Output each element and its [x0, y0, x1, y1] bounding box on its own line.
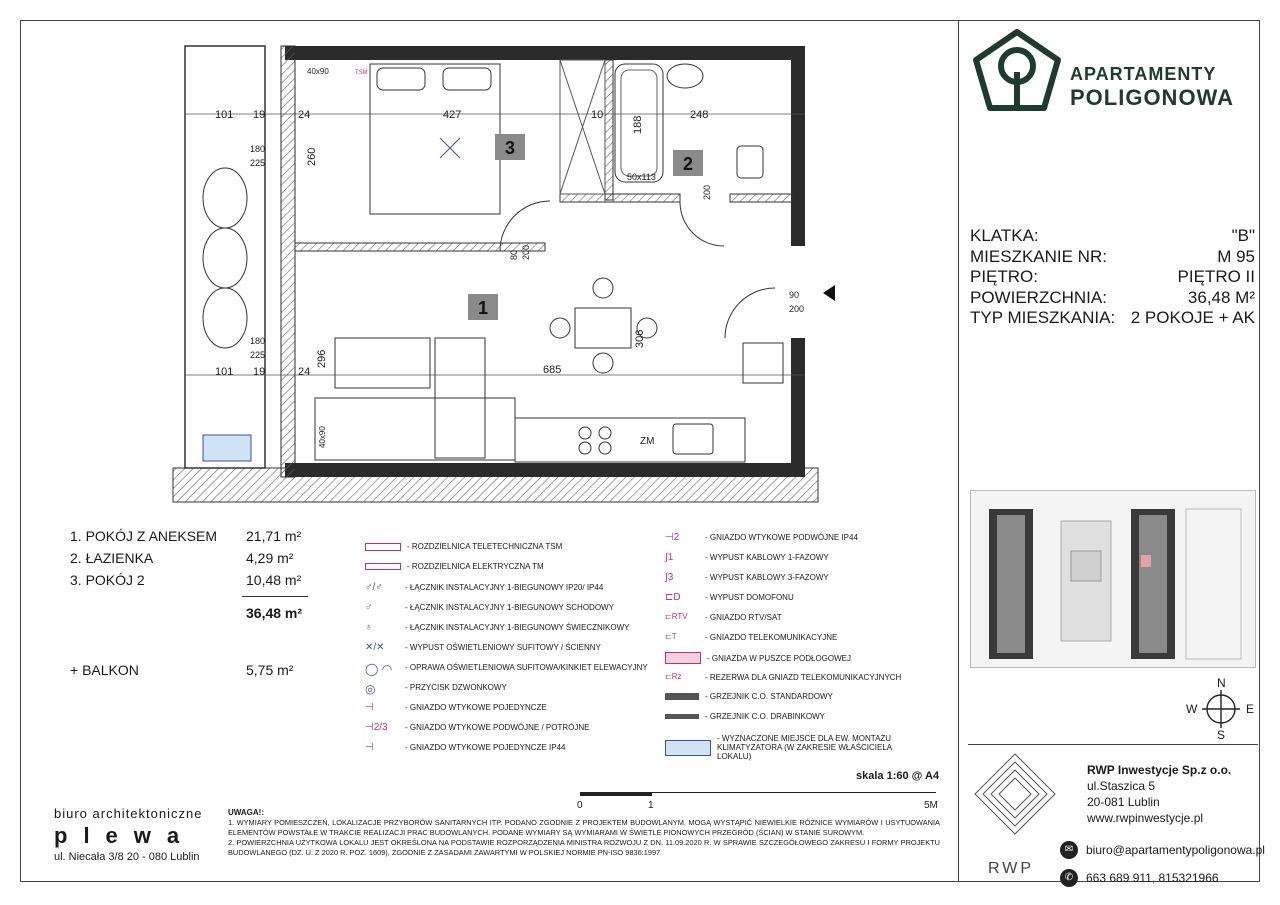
dim: 90 [789, 290, 800, 300]
legend-item: - WYPUST KABLOWY 3-FAZOWY [705, 572, 829, 582]
room-area: 10,48 m² [246, 572, 302, 588]
legend-item: - ŁĄCZNIK INSTALACYJNY 1-BIEGUNOWY IP20/ IP44 [405, 582, 604, 592]
legend-item: - GNIAZDO TELEKOMUNIKACYJNE [705, 632, 838, 642]
dim: 685 [543, 364, 562, 376]
dim: 180 [250, 336, 266, 346]
dim: 19 [253, 109, 266, 121]
brand-name-line2: POLIGONOWA [1070, 85, 1234, 110]
dim: 50x113 [627, 172, 656, 182]
legend-item: - GRZEJNIK C.O. DRABINKOWY [705, 712, 826, 721]
dim: ZM [640, 436, 655, 447]
room-area: 21,71 m² [246, 528, 302, 544]
compass-e: E [1246, 702, 1255, 716]
total-area: 36,48 m² [246, 605, 303, 621]
dim: 40x90 [318, 426, 327, 448]
info-row [970, 247, 1255, 268]
company-name: RWP Inwestycje Sp.z o.o. [1087, 763, 1232, 777]
architect-line3: ul. Niecała 3/8 20 - 080 Lublin [54, 851, 200, 863]
contact-info [1060, 836, 1265, 892]
dim: 188 [632, 115, 644, 134]
email-icon: ✉ [1060, 841, 1078, 859]
compass-s: S [1217, 728, 1226, 742]
apartment-info [970, 226, 1255, 329]
legend-item: - REZERWA DLA GNIAZD TELEKOMUNIKACYJNYCH [705, 672, 902, 682]
divider [968, 744, 1258, 745]
legend-item: - ROZDZIELNICA ELEKTRYCZNA TM [407, 562, 544, 571]
compass [1186, 676, 1256, 742]
contact-phone[interactable]: 663 689 911, 815321966 [1086, 871, 1219, 885]
company-web[interactable]: www.rwpinwestycje.pl [1087, 811, 1204, 825]
legend-item: - OPRAWA OŚWIETLENIOWA SUFITOWA/KINKIET ELEWACYJNY [405, 662, 648, 672]
room-tag-2: 2 [682, 154, 694, 174]
legend-item: - ROZDZIELNICA TELETECHNICZNA TSM [407, 542, 563, 551]
legend-item: - WYZNACZONE MIEJSCE DLA EW. MONTAŻU KLIMATYZATORA (W ZAKRESIE WŁAŚCICIELA LOKALU) [717, 734, 892, 761]
room-name: 1. POKÓJ Z ANEKSEM [70, 528, 218, 544]
dim: 248 [690, 109, 709, 121]
scale-tick: 1 [648, 800, 654, 811]
info-label: KLATKA: [970, 226, 1039, 245]
company-city: 20-081 Lublin [1087, 795, 1160, 809]
scale-tick: 5M [924, 800, 938, 811]
balcony-area: 5,75 m² [246, 662, 294, 678]
dim: 40x90 [307, 67, 329, 76]
legend-item: - WYPUST DOMOFONU [705, 592, 794, 602]
legend-item: - GNIAZDO WTYKOWE PODWÓJNE IP44 [705, 532, 858, 542]
phone-icon: ✆ [1060, 869, 1078, 887]
dim: 180 [250, 144, 266, 154]
dim: 296 [316, 349, 328, 368]
dim: 200 [521, 244, 531, 260]
dim: 24 [298, 366, 311, 378]
notes-title: UWAGA!: [228, 808, 264, 817]
dim: 10 [591, 109, 604, 121]
scale-label: skala 1:60 @ A4 [856, 770, 940, 782]
room-area: 4,29 m² [246, 550, 294, 566]
room-name: 3. POKÓJ 2 [70, 572, 145, 588]
architect-line2: plewa [54, 823, 196, 848]
legend-item: - ŁĄCZNIK INSTALACYJNY 1-BIEGUNOWY ŚWIECZNIKOWY [405, 622, 630, 632]
dim: 306 [634, 329, 646, 348]
info-row [970, 288, 1255, 309]
legend-item: - PRZYCISK DZWONKOWY [405, 682, 507, 692]
site-plan [970, 490, 1256, 668]
info-row [970, 267, 1255, 288]
room-tag-1: 1 [477, 298, 489, 318]
legend-item: - GRZEJNIK C.O. STANDARDOWY [705, 692, 833, 701]
scale-tick: 0 [577, 800, 583, 811]
notes-p1: 1. WYMIARY POMIESZCZEŃ, LOKALIZACJE PRZYBORÓW SANITARNYCH ITP. PODANO ZGODNIE Z PROJEKTEM BUDOWLANYM. MOGĄ WYSTĄPIĆ NIEWIELKIE RÓŻNICE WYMIARÓW I USYTUOWANIA ELEMENTÓW POWSTAŁE W TRAKCIE REALIZACJI PRAC BUDOWLANYCH. PODANE WYMIARY SĄ WYMIARAMI W ŚWIETLE PIONOWYCH PRZEGRÓD (ŚCIAN) W STANIE SUROWYM. [228, 818, 940, 837]
legend-item: - GNIAZDO WTYKOWE POJEDYNCZE IP44 [405, 742, 566, 752]
info-value: 36,48 M² [1187, 287, 1255, 307]
notes [228, 808, 940, 858]
legend-item: - WYPUST OŚWIETLENIOWY SUFITOWY / ŚCIENNY [405, 642, 601, 652]
notes-p2: 2. POWIERZCHNIA UŻYTKOWA LOKALU JEST OKREŚLONA NA PODSTAWIE ROZPORZĄDZENIA MINISTRA ROZWOJU Z DN. 11.09.2020 R. W SPRAWIE SZCZEGÓŁOWEGO ZAKRESU I FORMY PROJEKTU BUDOWLANEGO (DZ. U. Z 2020 R. POZ. 1609), ZGODNIE Z ZASADAMI ZAWARTYMI W POLSKIEJ NORMIE PN-ISO 9836:1997 [228, 838, 940, 857]
dim: 260 [306, 147, 318, 166]
contact-email[interactable]: biuro@apartamentypoligonowa.pl [1086, 843, 1265, 857]
compass-n: N [1217, 676, 1226, 690]
dim: TSM [355, 70, 368, 76]
dim: 19 [253, 366, 266, 378]
rwp-logo-text: RWP [988, 860, 1035, 877]
dim: 101 [215, 109, 234, 121]
legend-item: - WYPUST KABLOWY 1-FAZOWY [705, 552, 829, 562]
legend-item: - GNIAZDO RTV/SAT [705, 612, 782, 622]
balcony-name: + BALKON [70, 662, 139, 678]
dim: 225 [250, 350, 266, 360]
legend-item: - GNIAZDO WTYKOWE PODWÓJNE / POTRÓJNE [405, 722, 590, 732]
floor-plan [165, 38, 835, 508]
architect-line1: biuro architektoniczne [54, 806, 203, 821]
info-value: PIĘTRO II [1177, 267, 1255, 286]
info-row [970, 226, 1255, 247]
dim: 101 [215, 366, 234, 378]
legend-item: - ŁĄCZNIK INSTALACYJNY 1-BIEGUNOWY SCHODOWY [405, 602, 614, 612]
info-label: POWIERZCHNIA: [970, 287, 1107, 307]
company-street: ul.Staszica 5 [1087, 779, 1156, 793]
info-value: M 95 [1217, 246, 1255, 266]
info-label: PIĘTRO: [970, 267, 1039, 286]
room-name: 2. ŁAZIENKA [70, 550, 154, 566]
dim: 24 [298, 109, 311, 121]
company-info [1087, 762, 1231, 826]
dim: 80 [509, 249, 519, 260]
legend-item: - GNIAZDO WTYKOWE POJEDYNCZE [405, 702, 547, 712]
dim: 427 [443, 109, 462, 121]
legend-item: - GNIAZDA W PUSZCE PODŁOGOWEJ [707, 653, 852, 663]
info-value: "B" [1231, 226, 1255, 245]
info-row [970, 308, 1255, 329]
room-tag-3: 3 [504, 138, 516, 158]
dim: 200 [702, 184, 712, 200]
architect-info [54, 806, 202, 863]
brand-name-line1: APARTAMENTY [1070, 64, 1217, 84]
dim: 200 [789, 304, 805, 314]
info-label: TYP MIESZKANIA: [970, 308, 1116, 327]
info-value: 2 POKOJE + AK [1130, 308, 1255, 327]
dim: 225 [250, 158, 266, 168]
compass-w: W [1186, 702, 1198, 716]
divider [958, 20, 959, 882]
info-label: MIESZKANIE NR: [970, 246, 1107, 266]
